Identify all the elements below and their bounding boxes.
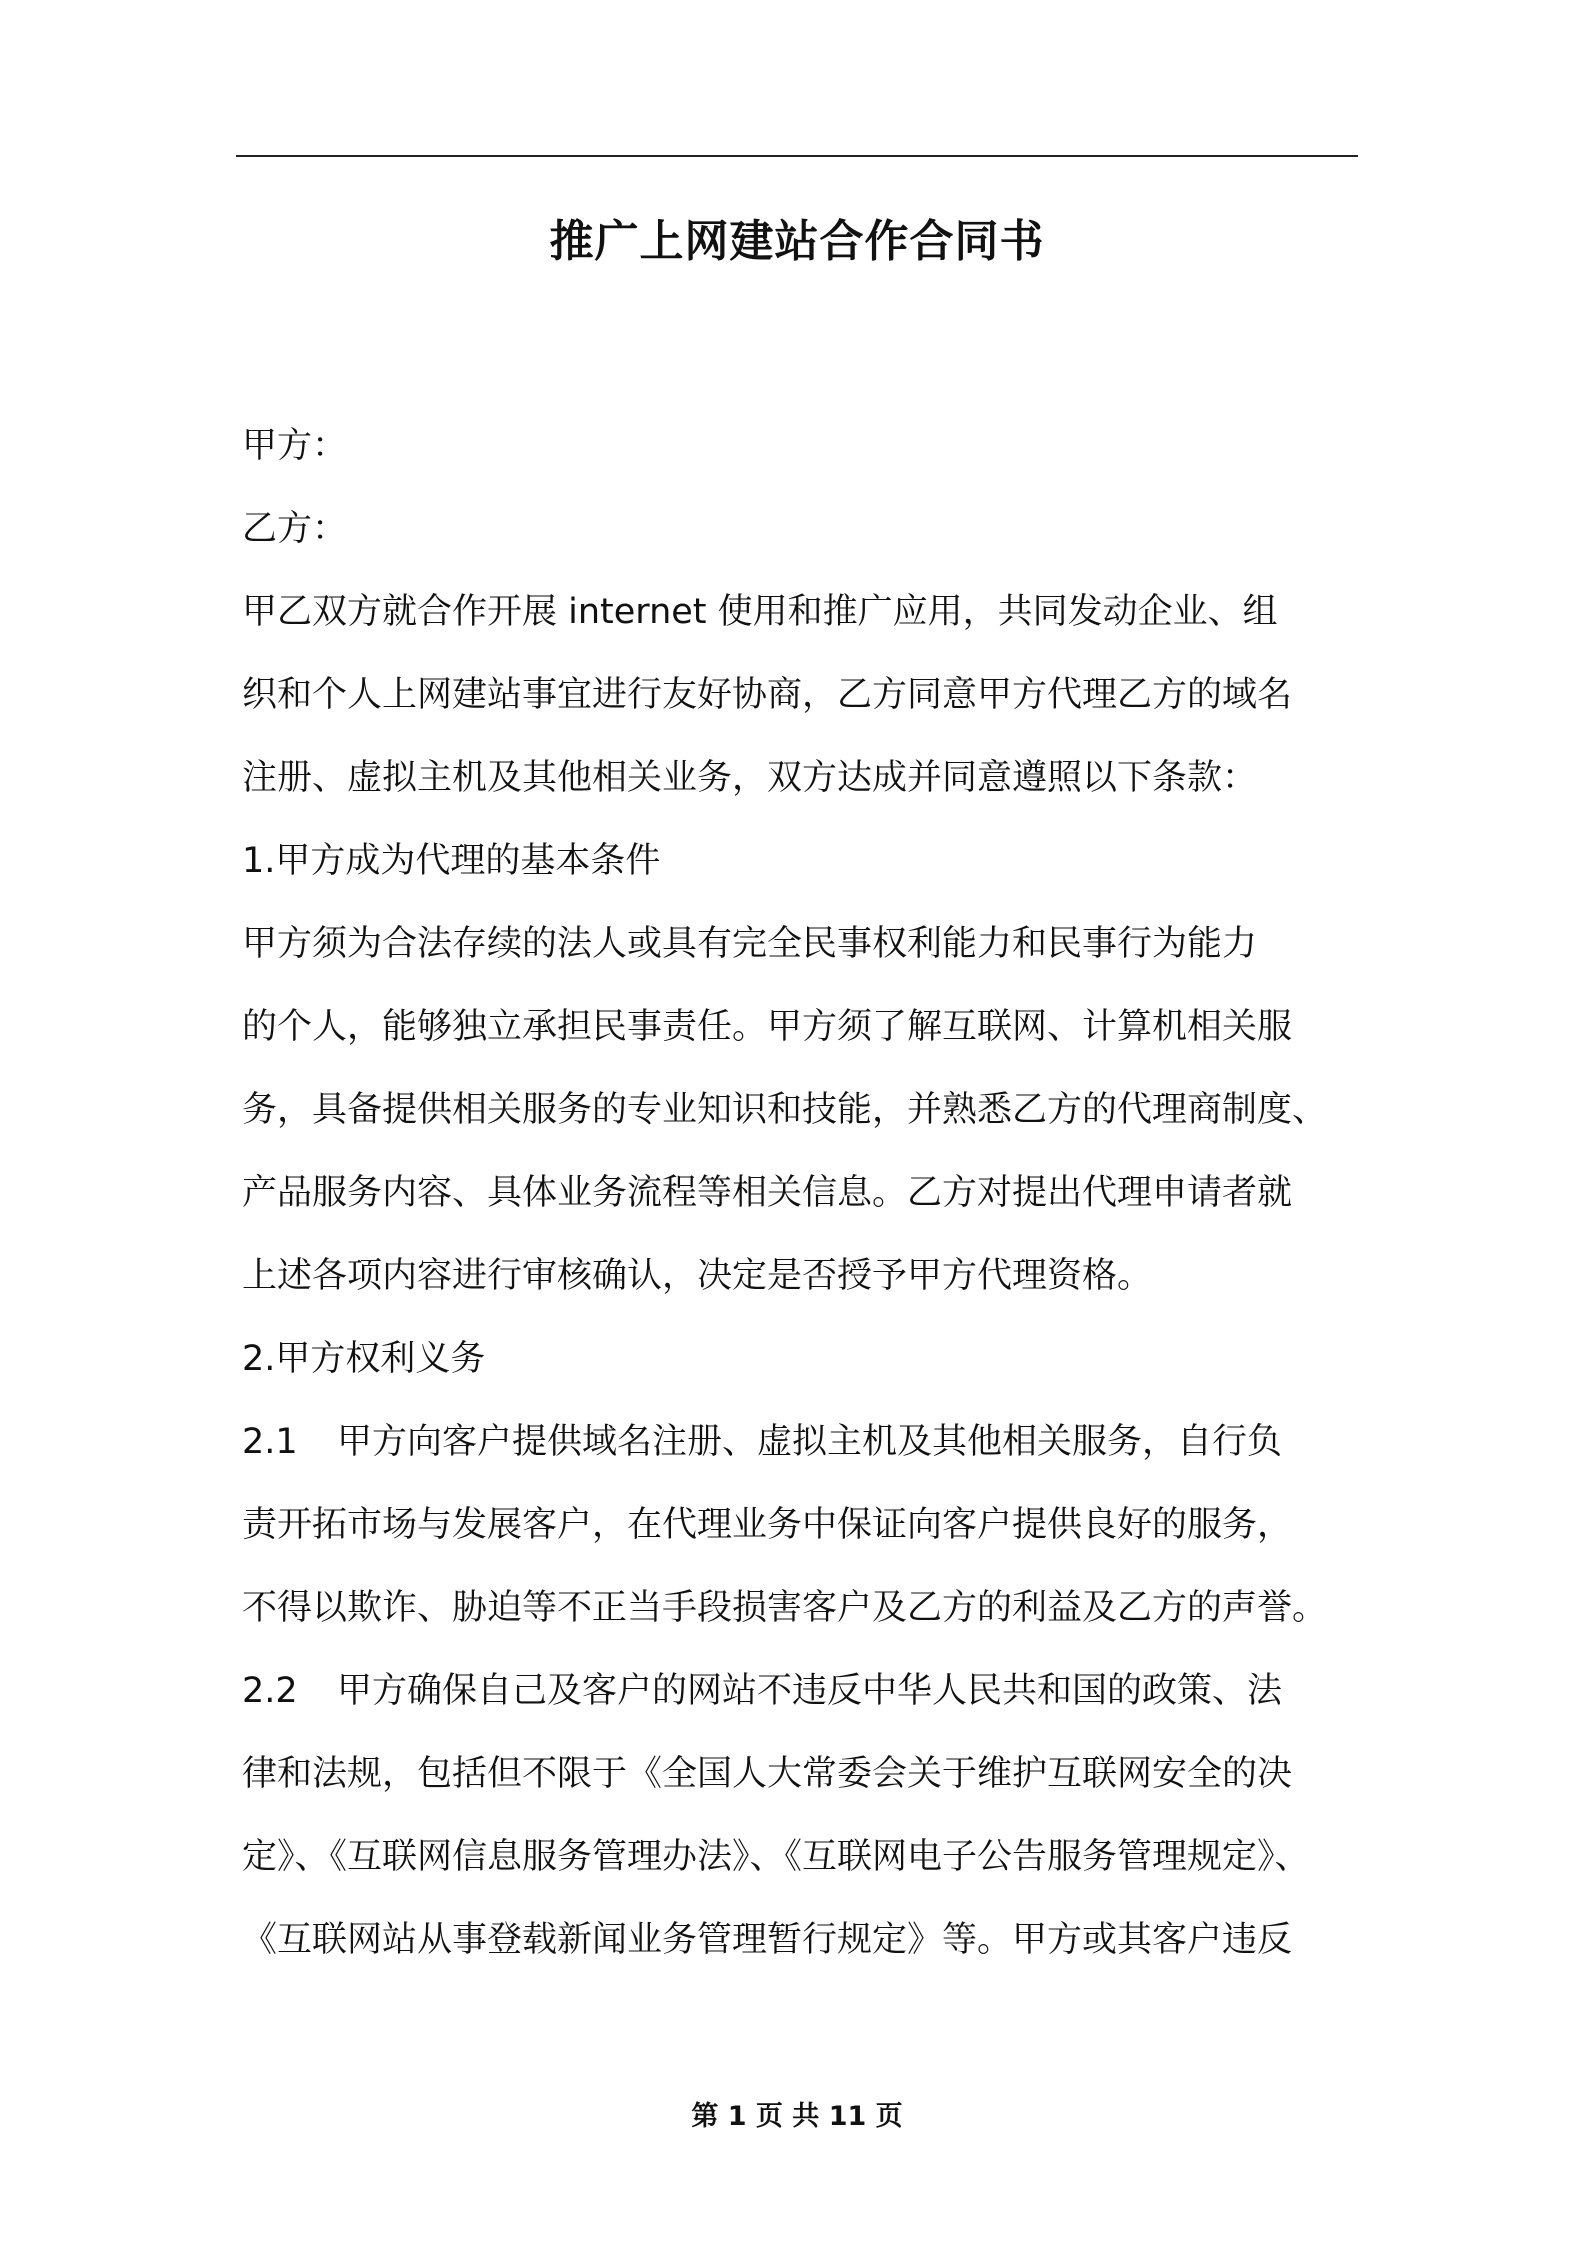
party-b-line: 乙方： <box>242 509 348 549</box>
section-1-line: 产品服务内容、具体业务流程等相关信息。乙方对提出代理申请者就 <box>242 1173 1293 1213</box>
document-title: 推广上网建站合作合同书 <box>549 216 1045 267</box>
clause-text: 甲方向客户提供域名注册、虚拟主机及其他相关服务，自行负 <box>337 1422 1283 1462</box>
header-rule <box>236 155 1358 157</box>
clause-number: 2.2 <box>242 1671 298 1711</box>
intro-line: 织和个人上网建站事宜进行友好协商，乙方同意甲方代理乙方的域名 <box>242 675 1293 715</box>
document-body <box>242 405 1360 1982</box>
intro-line: 注册、虚拟主机及其他相关业务，双方达成并同意遵照以下条款： <box>242 758 1258 798</box>
clause-2-2-first-line <box>242 1650 1360 1733</box>
party-a-line: 甲方： <box>242 426 348 466</box>
clause-2-2-line: 律和法规，包括但不限于《全国人大常委会关于维护互联网安全的决 <box>242 1754 1293 1794</box>
clause-2-1-line: 不得以欺诈、胁迫等不正当手段损害客户及乙方的利益及乙方的声誉。 <box>242 1588 1328 1628</box>
section-1-line: 上述各项内容进行审核确认，决定是否授予甲方代理资格。 <box>242 1256 1153 1296</box>
clause-2-1-line: 责开拓市场与发展客户，在代理业务中保证向客户提供良好的服务， <box>242 1505 1293 1545</box>
clause-number: 2.1 <box>242 1422 298 1462</box>
section-1-line: 务，具备提供相关服务的专业知识和技能，并熟悉乙方的代理商制度、 <box>242 1090 1328 1130</box>
clause-2-2-line: 《互联网站从事登载新闻业务管理暂行规定》等。甲方或其客户违反 <box>242 1920 1293 1960</box>
clause-2-1-first-line <box>242 1401 1360 1484</box>
clause-2-2-line: 定》、《互联网信息服务管理办法》、《互联网电子公告服务管理规定》、 <box>242 1837 1310 1877</box>
section-2-heading: 2.甲方权利义务 <box>242 1339 486 1379</box>
page-footer: 第 1 页 共 11 页 <box>691 2101 903 2132</box>
clause-text: 甲方确保自己及客户的网站不违反中华人民共和国的政策、法 <box>337 1671 1283 1711</box>
section-1-heading: 1.甲方成为代理的基本条件 <box>242 841 661 881</box>
section-1-line: 的个人，能够独立承担民事责任。甲方须了解互联网、计算机相关服 <box>242 1007 1293 1047</box>
intro-line: 甲乙双方就合作开展 internet 使用和推广应用，共同发动企业、组 <box>242 592 1278 632</box>
section-1-line: 甲方须为合法存续的法人或具有完全民事权利能力和民事行为能力 <box>242 924 1258 964</box>
